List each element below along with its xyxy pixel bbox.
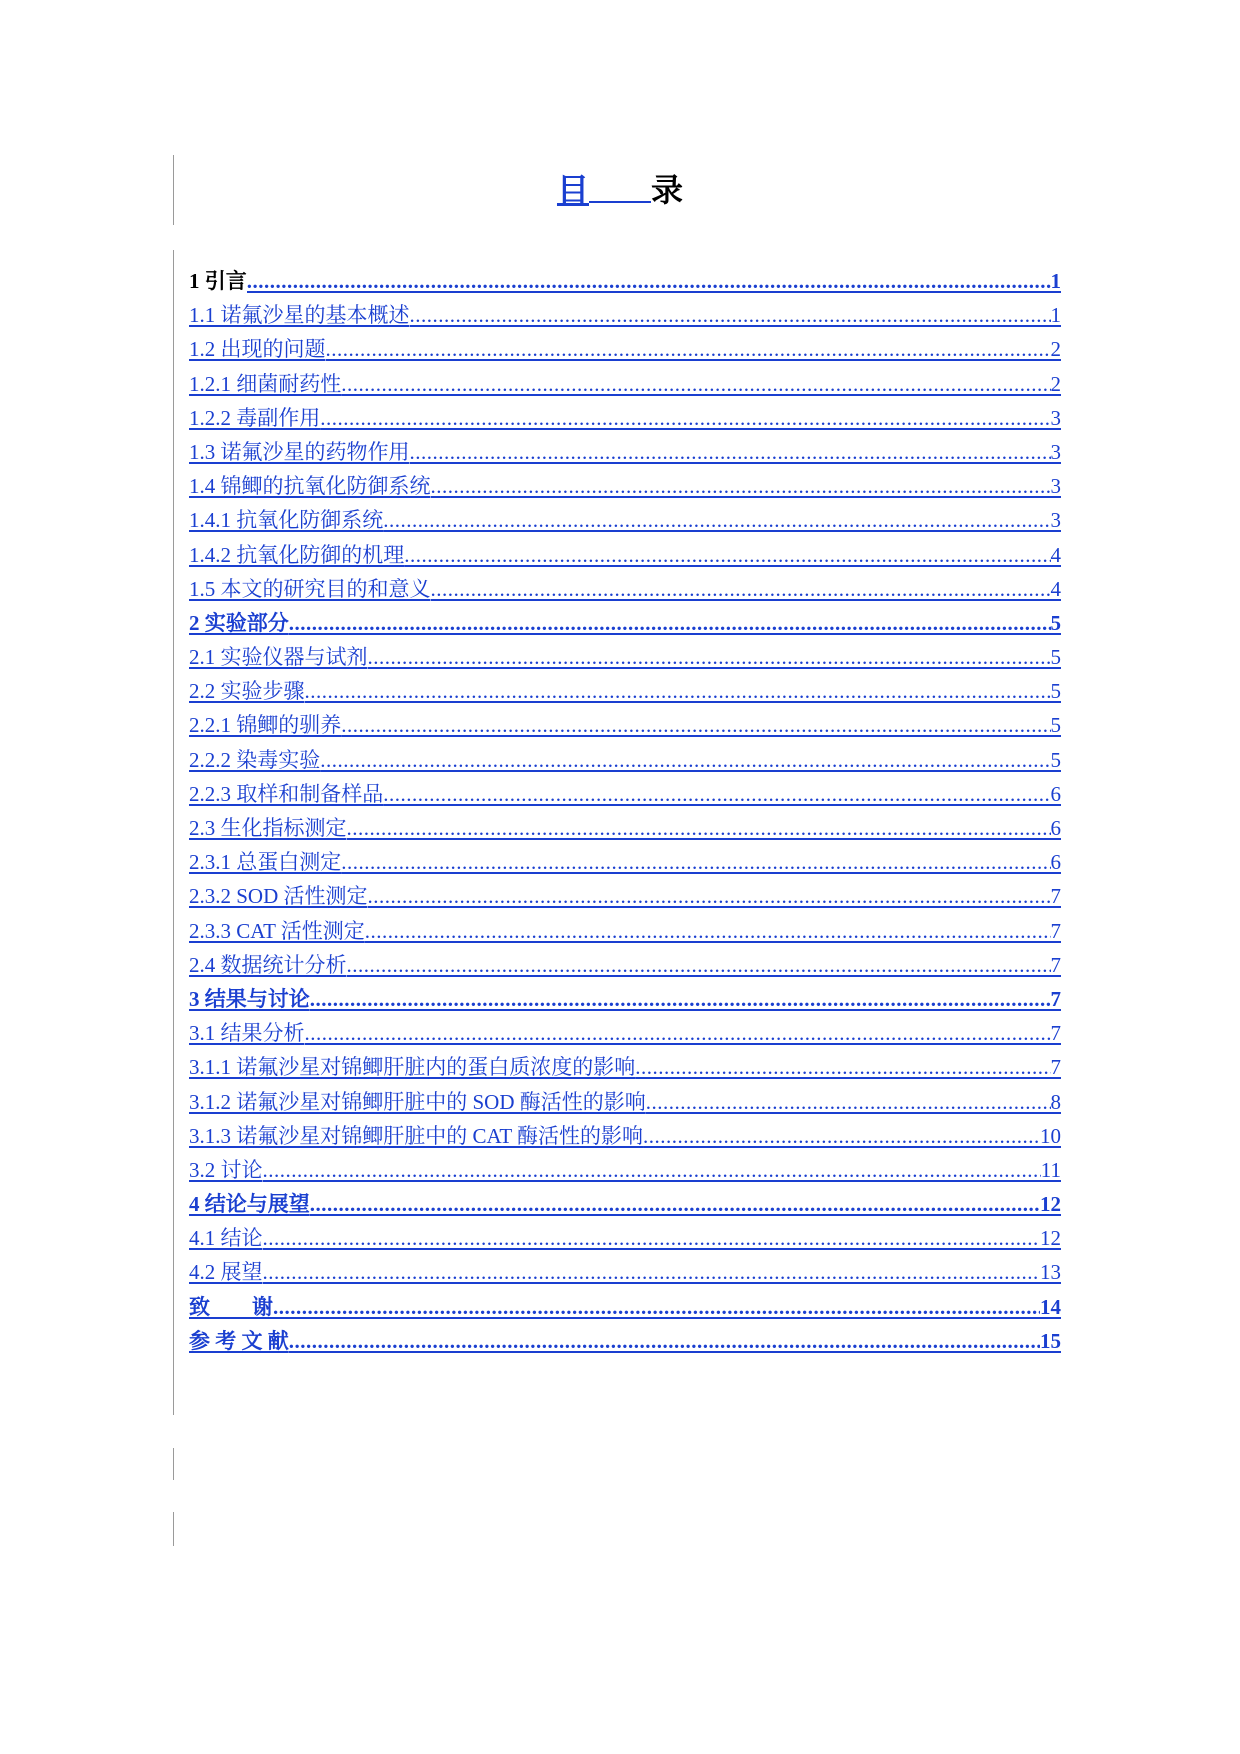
toc-dot-leader xyxy=(320,401,1050,435)
toc-entry[interactable] xyxy=(189,1221,1061,1255)
toc-dot-leader xyxy=(310,982,1051,1016)
toc-entry-label: 2.4 数据统计分析 xyxy=(189,952,347,977)
toc-entry-page-number: 10 xyxy=(1040,1123,1061,1148)
toc-entry-page-number: 7 xyxy=(1050,918,1061,943)
toc-entry-label: 2.3.1 总蛋白测定 xyxy=(189,850,342,875)
toc-dot-leader xyxy=(643,1119,1040,1153)
toc-dot-leader xyxy=(341,708,1050,742)
toc-entry-label: 3.2 讨论 xyxy=(189,1157,263,1182)
title-gap xyxy=(589,171,651,203)
toc-entry-page-number: 1 xyxy=(1050,269,1061,293)
title-part-2: 录 xyxy=(651,172,684,208)
toc-entry-page-number: 11 xyxy=(1040,1157,1061,1182)
toc-entry-page-number: 7 xyxy=(1050,884,1061,909)
toc-entry[interactable] xyxy=(189,845,1061,879)
toc-dot-leader xyxy=(289,1324,1040,1358)
toc-entry[interactable] xyxy=(189,1153,1061,1187)
toc-dot-leader xyxy=(431,469,1051,503)
toc-entry-label: 3.1.3 诺氟沙星对锦鲫肝脏中的 CAT 酶活性的影响 xyxy=(189,1123,644,1148)
toc-entry-label: 2.3.2 SOD 活性测定 xyxy=(189,884,368,909)
toc-dot-leader xyxy=(273,1290,1040,1324)
toc-entry-label: 2.2 实验步骤 xyxy=(189,679,305,704)
toc-entry-label: 2.2.1 锦鲫的驯养 xyxy=(189,713,342,738)
toc-dot-leader xyxy=(383,503,1050,537)
toc-dot-leader xyxy=(263,1255,1041,1289)
toc-entry[interactable] xyxy=(189,811,1061,845)
page-title xyxy=(0,170,1240,210)
title-part-1[interactable]: 目 xyxy=(556,172,589,208)
toc-entry-page-number: 5 xyxy=(1050,610,1061,635)
toc-entry-page-number: 2 xyxy=(1050,371,1061,396)
toc-entry-page-number: 8 xyxy=(1050,1089,1061,1114)
toc-dot-leader xyxy=(326,332,1051,366)
toc-entry-label: 1.4.1 抗氧化防御系统 xyxy=(189,508,384,533)
toc-entry-page-number: 5 xyxy=(1050,679,1061,704)
margin-change-bar xyxy=(173,1448,174,1480)
toc-entry[interactable] xyxy=(189,503,1061,537)
toc-entry-page-number: 12 xyxy=(1040,1226,1061,1251)
toc-entry-page-number: 2 xyxy=(1050,337,1061,362)
toc-entry-label: 参 考 文 献 xyxy=(189,1328,289,1353)
toc-entry-label: 1.2 出现的问题 xyxy=(189,337,326,362)
toc-entry-page-number: 7 xyxy=(1050,952,1061,977)
toc-entry-label: 2.2.3 取样和制备样品 xyxy=(189,781,384,806)
toc-entry-page-number: 5 xyxy=(1050,747,1061,772)
toc-entry-page-number: 3 xyxy=(1050,439,1061,464)
toc-dot-leader xyxy=(410,435,1051,469)
toc-entry[interactable] xyxy=(189,572,1061,606)
toc-entry-page-number: 5 xyxy=(1050,645,1061,670)
toc-dot-leader xyxy=(368,879,1051,913)
toc-entry-page-number: 12 xyxy=(1040,1192,1061,1217)
toc-entry-label: 1 引言 xyxy=(189,269,247,293)
toc-entry-label: 2 实验部分 xyxy=(189,610,289,635)
toc-entry[interactable] xyxy=(189,1016,1061,1050)
toc-entry[interactable] xyxy=(189,469,1061,503)
toc-entry-page-number: 6 xyxy=(1050,850,1061,875)
toc-entry-page-number: 13 xyxy=(1040,1260,1061,1285)
toc-entry-page-number: 5 xyxy=(1050,713,1061,738)
toc-dot-leader xyxy=(383,777,1050,811)
toc-dot-leader xyxy=(247,264,1051,298)
toc-entry-label: 1.2.1 细菌耐药性 xyxy=(189,371,342,396)
toc-entry-label: 1.4 锦鲫的抗氧化防御系统 xyxy=(189,474,431,499)
toc-entry-label: 1.1 诺氟沙星的基本概述 xyxy=(189,303,410,328)
toc-entry[interactable] xyxy=(189,1187,1061,1221)
toc-entry-page-number: 3 xyxy=(1050,508,1061,533)
toc-entry[interactable] xyxy=(189,1085,1061,1119)
toc-entry[interactable] xyxy=(189,1255,1061,1289)
toc-entry-label: 1.4.2 抗氧化防御的机理 xyxy=(189,542,405,567)
toc-entry-page-number: 7 xyxy=(1050,1055,1061,1080)
toc-entry[interactable] xyxy=(189,264,1061,298)
margin-change-bar xyxy=(173,1512,174,1546)
toc-entry[interactable] xyxy=(189,401,1061,435)
toc-entry[interactable] xyxy=(189,435,1061,469)
toc-entry[interactable] xyxy=(189,1324,1061,1358)
toc-entry-page-number: 1 xyxy=(1050,303,1061,328)
toc-entry-label: 2.2.2 染毒实验 xyxy=(189,747,321,772)
margin-change-bar xyxy=(173,250,174,1415)
toc-entry[interactable] xyxy=(189,367,1061,401)
toc-entry[interactable] xyxy=(189,1050,1061,1084)
toc-entry-page-number: 3 xyxy=(1050,405,1061,430)
toc-entry[interactable] xyxy=(189,332,1061,366)
toc-entry-page-number: 14 xyxy=(1040,1294,1061,1319)
toc-entry-label: 4.1 结论 xyxy=(189,1226,263,1251)
toc-dot-leader xyxy=(410,298,1051,332)
toc-entry[interactable] xyxy=(189,777,1061,811)
toc-entry[interactable] xyxy=(189,606,1061,640)
toc-entry-page-number: 3 xyxy=(1050,474,1061,499)
toc-dot-leader xyxy=(368,640,1051,674)
toc-dot-leader xyxy=(263,1153,1041,1187)
toc-entry-page-number: 4 xyxy=(1050,576,1061,601)
toc-entry-label: 2.3.3 CAT 活性测定 xyxy=(189,918,365,943)
toc-entry[interactable] xyxy=(189,982,1061,1016)
toc-entry-label: 致 谢 xyxy=(189,1294,273,1319)
toc-entry-page-number: 4 xyxy=(1050,542,1061,567)
toc-entry[interactable] xyxy=(189,640,1061,674)
toc-dot-leader xyxy=(365,914,1051,948)
toc-dot-leader xyxy=(635,1050,1050,1084)
toc-dot-leader xyxy=(347,948,1051,982)
toc-dot-leader xyxy=(341,845,1050,879)
toc-dot-leader xyxy=(431,572,1051,606)
toc-dot-leader xyxy=(347,811,1051,845)
toc-entry[interactable] xyxy=(189,879,1061,913)
toc-entry-label: 1.5 本文的研究目的和意义 xyxy=(189,576,431,601)
toc-dot-leader xyxy=(289,606,1051,640)
toc-dot-leader xyxy=(341,367,1050,401)
toc-entry-label: 2.3 生化指标测定 xyxy=(189,816,347,840)
toc-entry[interactable] xyxy=(189,914,1061,948)
toc-entry-label: 3 结果与讨论 xyxy=(189,986,310,1011)
toc-entry-page-number: 7 xyxy=(1050,986,1061,1011)
toc-entry-label: 3.1.1 诺氟沙星对锦鲫肝脏内的蛋白质浓度的影响 xyxy=(189,1055,636,1080)
toc-dot-leader xyxy=(320,743,1050,777)
toc-entry-page-number: 6 xyxy=(1050,781,1061,806)
toc-entry[interactable] xyxy=(189,674,1061,708)
toc-dot-leader xyxy=(646,1085,1051,1119)
toc-entry[interactable] xyxy=(189,708,1061,742)
toc-entry[interactable] xyxy=(189,743,1061,777)
toc-entry-page-number: 6 xyxy=(1050,816,1061,840)
toc-dot-leader xyxy=(305,674,1051,708)
toc-dot-leader xyxy=(263,1221,1041,1255)
toc-entry-label: 3.1 结果分析 xyxy=(189,1021,305,1046)
toc-entry-label: 3.1.2 诺氟沙星对锦鲫肝脏中的 SOD 酶活性的影响 xyxy=(189,1089,646,1114)
toc-entry[interactable] xyxy=(189,948,1061,982)
toc-entry-label: 4.2 展望 xyxy=(189,1260,263,1285)
toc-entry-label: 1.3 诺氟沙星的药物作用 xyxy=(189,439,410,464)
toc-entry[interactable] xyxy=(189,538,1061,572)
toc-dot-leader xyxy=(310,1187,1040,1221)
toc-entry-label: 2.1 实验仪器与试剂 xyxy=(189,645,368,670)
toc-dot-leader xyxy=(305,1016,1051,1050)
toc-dot-leader xyxy=(404,538,1050,572)
toc-entry-page-number: 7 xyxy=(1050,1021,1061,1046)
toc-entry-page-number: 15 xyxy=(1040,1328,1061,1353)
toc-entry-label: 1.2.2 毒副作用 xyxy=(189,405,321,430)
toc-entry[interactable] xyxy=(189,1119,1061,1153)
toc-entry[interactable] xyxy=(189,1290,1061,1324)
toc-entry-label: 4 结论与展望 xyxy=(189,1192,310,1217)
toc-entry[interactable] xyxy=(189,298,1061,332)
table-of-contents xyxy=(189,264,1061,1358)
